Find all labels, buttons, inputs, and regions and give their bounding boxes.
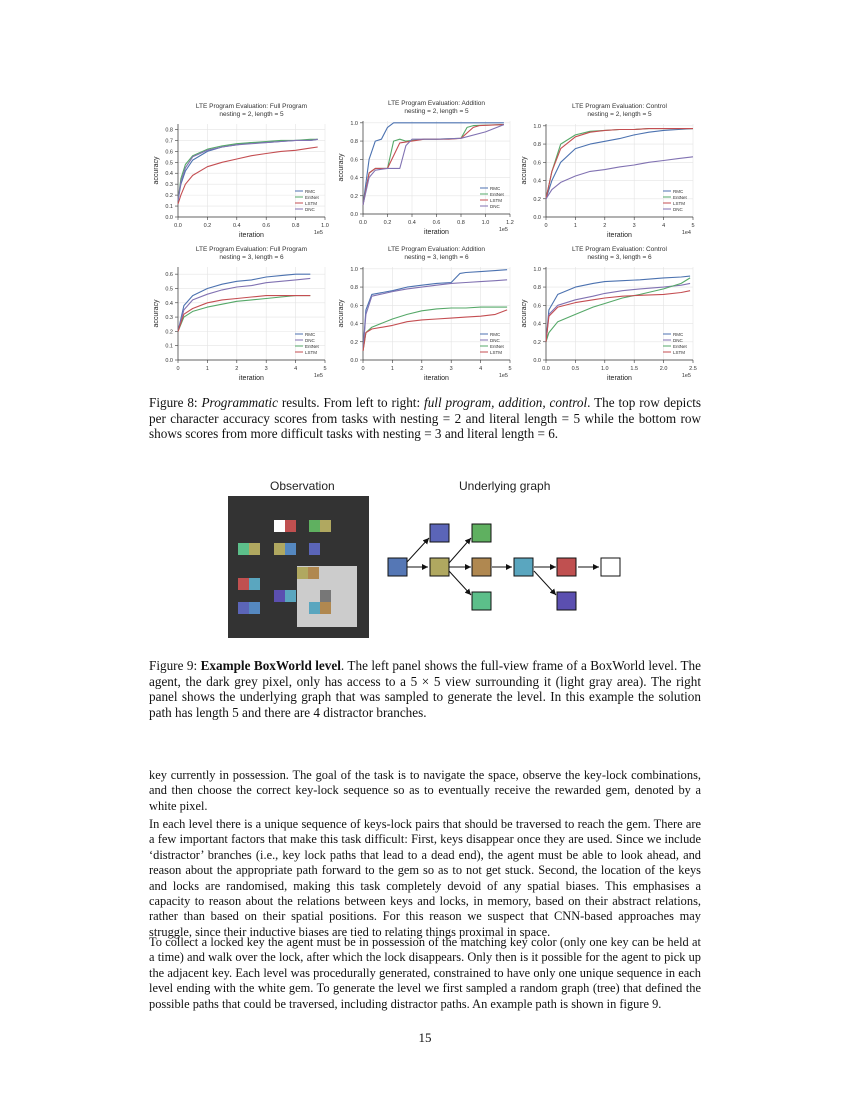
chart-addition-n3	[330, 243, 525, 385]
x-tick-label: 5	[691, 223, 695, 229]
chart-title: LTE Program Evaluation: Full Program	[195, 103, 308, 110]
x-tick-label: 1.0	[481, 220, 490, 226]
legend-entry: RMC	[490, 185, 501, 191]
y-tick-label: 1.0	[533, 123, 541, 130]
legend-entry: DNC	[673, 337, 683, 343]
body-paragraph-3: To collect a locked key the agent must be in possession of the matching key color (only one key can be held at a time) and walk over the lock, after which the lock disappears. Only then is it possible for the agent to pick up the adjacent key. Each level was procedurally generated, constrained to have only one unique sequence in each level ending with the white gem. To generate the level we first sampled a random graph (tree) that defined the possible paths that could be traversed, including distractor paths. An example path is shown in figure 9.	[149, 935, 701, 1011]
chart-title: LTE Program Evaluation: Full Program	[195, 246, 308, 253]
y-tick-label: 0.4	[350, 321, 358, 328]
legend-entry: RMC	[305, 331, 316, 337]
y-tick-label: 0.4	[533, 178, 541, 185]
series-line	[363, 307, 507, 351]
y-tick-label: 0.3	[165, 182, 173, 189]
y-tick-label: 0.2	[165, 193, 173, 200]
x-tick-label: 4	[662, 223, 666, 229]
legend-entry: LSTM	[490, 197, 503, 203]
figure8-caption	[149, 395, 701, 442]
x-tick-label: 4	[479, 366, 483, 372]
chart-control-n3	[513, 243, 708, 385]
series-line	[546, 278, 690, 342]
x-tick-label: 0	[176, 366, 180, 372]
x-axis-label: iteration	[424, 375, 449, 382]
graph-node	[388, 558, 407, 576]
chart-subtitle: nesting = 2, length = 5	[404, 108, 469, 115]
chart-full-program-n2	[145, 100, 340, 242]
y-tick-label: 1.0	[350, 266, 358, 273]
series-line	[546, 276, 690, 342]
graph-node	[472, 558, 491, 576]
y-tick-label: 0.6	[165, 272, 173, 279]
legend-entry: RMC	[305, 188, 316, 194]
y-tick-label: 0.1	[165, 204, 173, 211]
series-line	[546, 157, 693, 199]
x-tick-label: 1.0	[321, 223, 329, 229]
figure8-label: Figure 8:	[149, 395, 198, 410]
figure8-emph2: full program, addition, control	[424, 395, 588, 410]
x-tick-label: 2	[603, 223, 607, 229]
series-line	[363, 125, 504, 205]
graph-node	[430, 558, 449, 576]
observation-label: Observation	[270, 479, 335, 493]
series-line	[546, 283, 690, 341]
x-multiplier: 1e5	[313, 373, 323, 379]
x-tick-label: 0.2	[203, 223, 212, 229]
legend-entry: LSTM	[673, 200, 686, 206]
y-tick-label: 0.8	[350, 139, 358, 146]
underlying-graph	[380, 515, 630, 615]
legend-entry: DNC	[305, 337, 315, 343]
legend-entry: LSTM	[305, 349, 318, 355]
y-tick-label: 0.1	[165, 343, 173, 350]
y-tick-label: 0.4	[533, 321, 541, 328]
y-tick-label: 0.2	[533, 196, 541, 203]
y-tick-label: 0.6	[533, 160, 541, 167]
x-tick-label: 5	[323, 366, 327, 372]
agent-cell	[320, 590, 331, 602]
legend-entry: RMC	[673, 331, 684, 337]
figure8-emph1: Programmatic	[201, 395, 278, 410]
y-axis-label: accuracy	[521, 299, 528, 328]
graph-label: Underlying graph	[459, 479, 551, 493]
series-line	[363, 125, 504, 205]
legend-entry: EntNet	[305, 194, 319, 200]
graph-node-gem	[601, 558, 620, 576]
chart-full-program-n3	[145, 243, 340, 385]
legend-entry: LSTM	[490, 349, 503, 355]
y-tick-label: 0.2	[165, 329, 173, 336]
x-tick-label: 3	[264, 366, 268, 372]
y-tick-label: 0.6	[350, 303, 358, 310]
x-multiplier: 1e5	[498, 227, 508, 233]
graph-node	[557, 558, 576, 576]
y-tick-label: 0.0	[350, 212, 358, 218]
x-tick-label: 0	[544, 223, 548, 229]
x-tick-label: 1.0	[600, 366, 609, 372]
x-tick-label: 1.5	[630, 366, 639, 372]
x-multiplier: 1e4	[681, 230, 691, 236]
y-tick-label: 0.0	[533, 215, 541, 221]
legend-entry: DNC	[490, 337, 500, 343]
figure9-label: Figure 9:	[149, 658, 198, 673]
x-tick-label: 0.6	[262, 223, 271, 229]
x-tick-label: 0.0	[174, 223, 182, 229]
x-axis-label: iteration	[607, 232, 632, 239]
x-tick-label: 0	[361, 366, 365, 372]
x-tick-label: 4	[294, 366, 298, 372]
y-axis-label: accuracy	[338, 153, 345, 182]
y-tick-label: 0.8	[533, 285, 541, 292]
figure9-caption	[149, 658, 701, 720]
graph-node	[430, 524, 449, 542]
x-tick-label: 0.4	[232, 223, 241, 229]
x-tick-label: 2.0	[659, 366, 668, 372]
x-axis-label: iteration	[607, 375, 632, 382]
chart-subtitle: nesting = 3, length = 6	[404, 254, 469, 261]
y-tick-label: 0.8	[533, 142, 541, 149]
x-tick-label: 1	[205, 366, 209, 372]
y-tick-label: 0.4	[165, 300, 173, 307]
y-tick-label: 0.0	[165, 215, 173, 221]
x-tick-label: 0.0	[359, 220, 367, 226]
boxworld-observation	[228, 496, 369, 638]
y-tick-label: 0.0	[350, 358, 358, 364]
x-tick-label: 0.5	[571, 366, 580, 372]
legend-entry: LSTM	[673, 349, 686, 355]
legend-entry: RMC	[673, 188, 684, 194]
legend-entry: EntNet	[673, 194, 687, 200]
x-multiplier: 1e5	[498, 373, 508, 379]
chart-control-n2	[513, 100, 708, 242]
chart-title: LTE Program Evaluation: Addition	[387, 100, 486, 107]
x-tick-label: 0.4	[408, 220, 416, 226]
legend-entry: EntNet	[673, 343, 687, 349]
y-axis-label: accuracy	[153, 156, 160, 185]
series-line	[363, 310, 507, 351]
y-tick-label: 0.2	[350, 339, 358, 346]
chart-subtitle: nesting = 2, length = 5	[587, 111, 652, 118]
x-tick-label: 0.2	[383, 220, 392, 226]
y-axis-label: accuracy	[153, 299, 160, 328]
body-paragraph-1: key currently in possession. The goal of the task is to navigate the space, observe the key-lock combinations, and then choose the correct key-lock sequence so as to eventually receive the rewarded gem, denoted by a white pixel.	[149, 768, 701, 813]
y-tick-label: 0.5	[165, 286, 173, 293]
x-axis-label: iteration	[239, 232, 264, 239]
y-tick-label: 0.0	[533, 358, 541, 364]
x-tick-label: 2	[235, 366, 239, 372]
legend-entry: RMC	[490, 331, 501, 337]
series-line	[363, 125, 504, 205]
x-axis-label: iteration	[424, 229, 449, 236]
x-tick-label: 0.8	[457, 220, 465, 226]
y-tick-label: 0.6	[165, 149, 173, 156]
y-tick-label: 0.5	[165, 160, 173, 167]
y-tick-label: 0.7	[165, 138, 173, 145]
y-tick-label: 0.4	[165, 171, 173, 178]
legend-entry: LSTM	[305, 200, 318, 206]
figure9-text: . The left panel shows the full-view frame of a BoxWorld level. The agent, the dark grey pixel, only has access to a 5 × 5 view surrounding it (light gray area). The right panel shows the underlying graph that was sampled to generate the level. In this example the solution path has length 5 and there are 4 distractor branches.	[149, 658, 701, 720]
graph-node	[472, 592, 491, 610]
x-tick-label: 0.0	[542, 366, 550, 372]
series-line	[363, 123, 504, 205]
y-axis-label: accuracy	[338, 299, 345, 328]
x-tick-label: 1	[390, 366, 394, 372]
page-number: 15	[418, 1030, 432, 1045]
figure9-bold: Example BoxWorld level	[200, 658, 341, 673]
chart-title: LTE Program Evaluation: Control	[572, 246, 667, 253]
series-line	[178, 296, 310, 332]
x-tick-label: 1	[573, 223, 577, 229]
x-multiplier: 1e5	[313, 230, 323, 236]
y-tick-label: 0.2	[533, 339, 541, 346]
x-tick-label: 0.6	[432, 220, 441, 226]
y-tick-label: 1.0	[533, 266, 541, 273]
x-tick-label: 5	[508, 366, 512, 372]
chart-title: LTE Program Evaluation: Control	[572, 103, 667, 110]
y-tick-label: 0.6	[350, 157, 358, 164]
chart-subtitle: nesting = 2, length = 5	[219, 111, 284, 118]
series-line	[363, 270, 507, 351]
series-line	[178, 278, 310, 331]
figure8-text1: results. From left to right:	[277, 395, 425, 410]
chart-addition-n2	[330, 97, 525, 239]
y-axis-label: accuracy	[521, 156, 528, 185]
y-tick-label: 0.8	[350, 285, 358, 292]
x-tick-label: 1.2	[506, 220, 514, 226]
y-tick-label: 0.0	[165, 358, 173, 364]
x-tick-label: 3	[632, 223, 636, 229]
gem-cell	[274, 520, 285, 532]
chart-subtitle: nesting = 3, length = 6	[219, 254, 284, 261]
legend-entry: DNC	[673, 206, 683, 212]
x-tick-label: 0.8	[291, 223, 300, 229]
y-tick-label: 0.8	[165, 127, 173, 134]
legend-entry: EntNet	[490, 343, 504, 349]
y-tick-label: 0.3	[165, 315, 173, 322]
legend-entry: DNC	[490, 203, 500, 209]
x-tick-label: 2	[420, 366, 424, 372]
x-axis-label: iteration	[239, 375, 264, 382]
chart-subtitle: nesting = 3, length = 6	[587, 254, 652, 261]
y-tick-label: 0.6	[533, 303, 541, 310]
legend-entry: DNC	[305, 206, 315, 212]
graph-node	[557, 592, 576, 610]
legend-entry: EntNet	[490, 191, 504, 197]
y-tick-label: 0.4	[350, 175, 358, 182]
body-paragraph-2: In each level there is a unique sequence of keys-lock pairs that should be traversed to reach the gem. There are a few important factors that make this task difficult: First, keys disappear once they are used. Since we include ‘distractor’ branches (i.e., key lock paths that lead to a dead end), the agent must be able to look ahead, and reason about the appropriate path forward to the gem so as to not get stuck. Second, the location of the keys and locks are randomised, making this task completely devoid of any spatial biases. This emphasises a capacity to reason about the relations between keys and locks, in memory, based on their abstract relations, rather than based on their spatial positions. For this reason we suspect that CNN-based approaches may struggle, since their inductive biases are tied to relating things proximal in space.	[149, 817, 701, 939]
y-tick-label: 1.0	[350, 120, 358, 127]
x-tick-label: 3	[449, 366, 453, 372]
x-tick-label: 2.5	[689, 366, 697, 372]
graph-node	[472, 524, 491, 542]
x-multiplier: 1e5	[681, 373, 691, 379]
y-tick-label: 0.2	[350, 193, 358, 200]
chart-title: LTE Program Evaluation: Addition	[387, 246, 486, 253]
graph-node	[514, 558, 533, 576]
legend-entry: EntNet	[305, 343, 319, 349]
figure8-text2: . The top row depicts per character accuracy scores from tasks with nesting = 2 and literal length = 5 while the bottom row shows scores from more difficult tasks with nesting = 3 and literal length = 6.	[149, 395, 701, 442]
